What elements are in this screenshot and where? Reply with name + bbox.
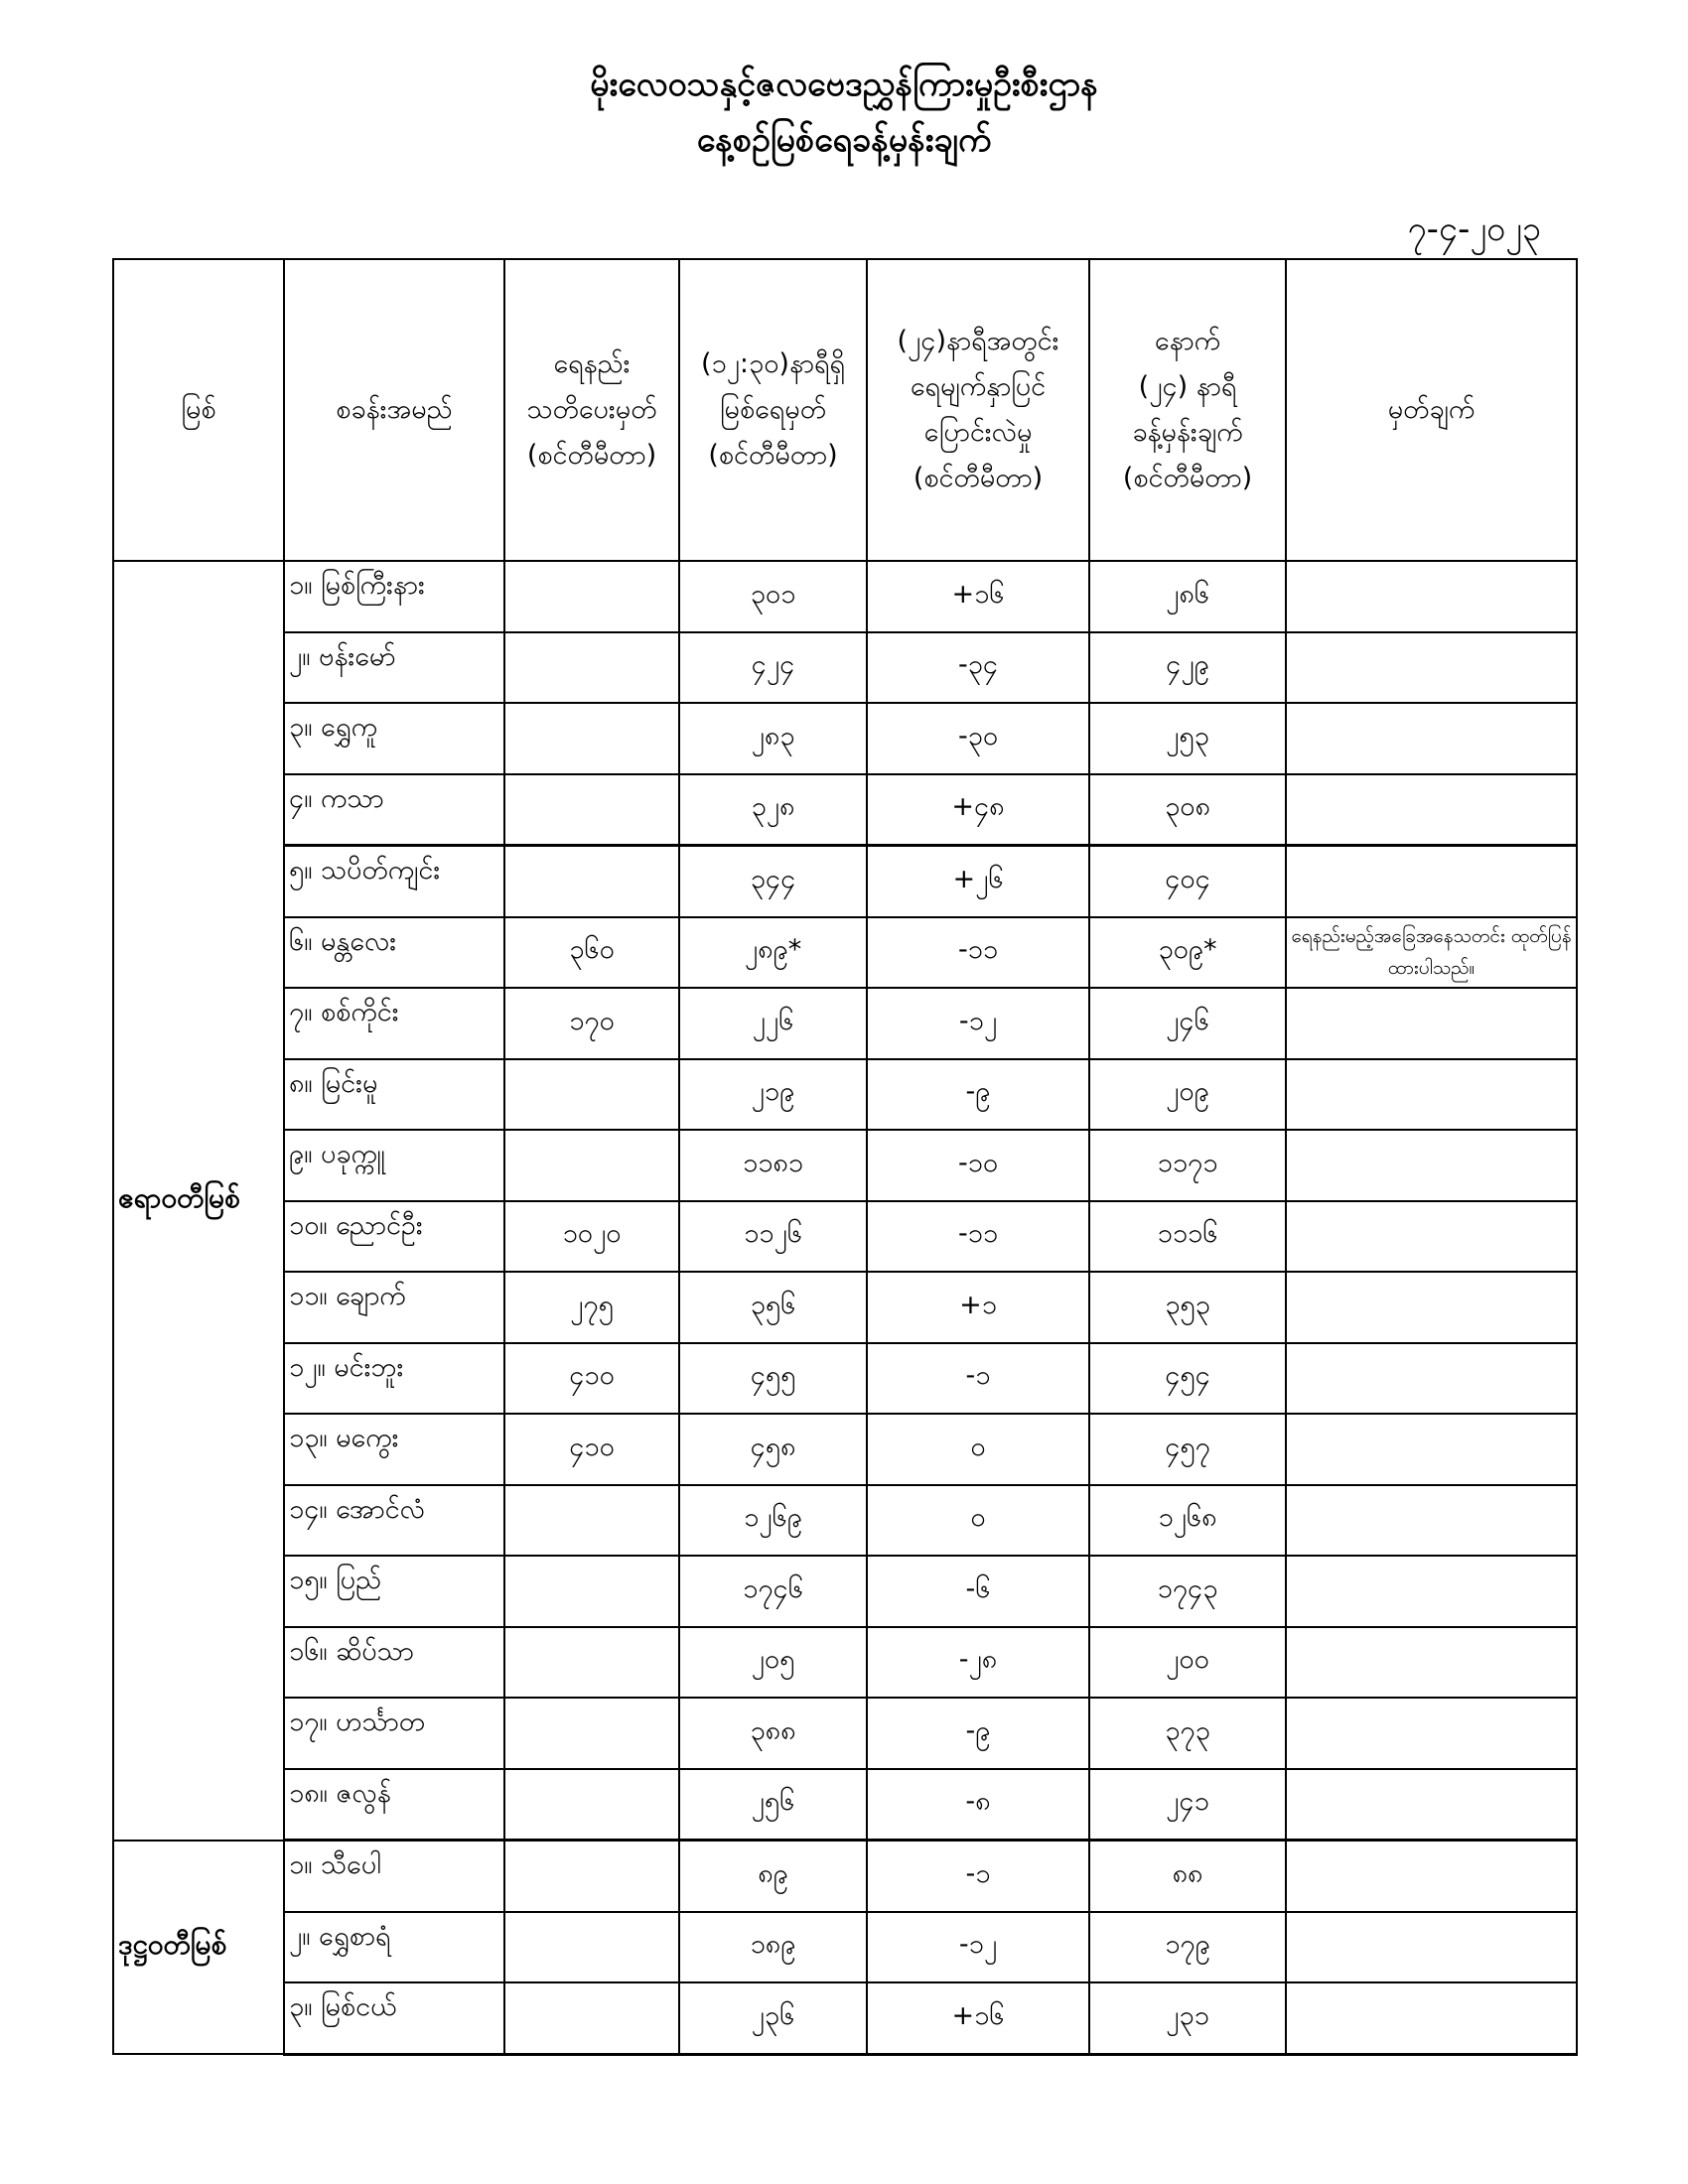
- warning-level-cell: [504, 632, 679, 704]
- forecast-cell: ၈၈: [1089, 1841, 1286, 1912]
- forecast-cell: ၄၂၉: [1089, 632, 1286, 704]
- remark-cell: [1286, 1912, 1577, 1983]
- warning-level-cell: [504, 1627, 679, 1699]
- station-cell: ၁၂။ မင်းဘူး: [284, 1343, 504, 1415]
- forecast-cell: ၂၈၆: [1089, 561, 1286, 632]
- forecast-cell: ၁၂၆၈: [1089, 1485, 1286, 1557]
- water-level-cell: ၂၅၆: [679, 1769, 867, 1841]
- warning-level-cell: [504, 774, 679, 846]
- water-level-cell: ၂၈၃: [679, 703, 867, 774]
- warning-level-cell: [504, 1698, 679, 1769]
- station-cell: ၁၃။ မကွေး: [284, 1414, 504, 1485]
- warning-level-cell: ၂၇၅: [504, 1272, 679, 1343]
- warning-level-cell: [504, 1059, 679, 1131]
- warning-level-cell: [504, 561, 679, 632]
- change-cell: -၃၀: [867, 703, 1089, 774]
- document-subtitle: နေ့စဉ်မြစ်ရေခန့်မှန်းချက်: [696, 120, 992, 160]
- remark-cell: [1286, 632, 1577, 704]
- forecast-cell: ၂၀၀: [1089, 1627, 1286, 1699]
- forecast-cell: ၄၅၇: [1089, 1414, 1286, 1485]
- document-title: မိုးလေဝသနှင့်ဇလဗေဒညွှန်ကြားမှုဦးစီးဌာန: [590, 65, 1098, 104]
- remark-cell: [1286, 1698, 1577, 1769]
- table-row: [113, 1982, 1577, 2054]
- water-level-cell: ၂၈၉*: [679, 917, 867, 989]
- table-row: [113, 1627, 1577, 1699]
- table-row: [113, 1556, 1577, 1627]
- water-level-cell: ၃၅၆: [679, 1272, 867, 1343]
- remark-cell: [1286, 1201, 1577, 1273]
- warning-level-cell: [504, 1769, 679, 1841]
- station-cell: ၁၅။ ပြည်: [284, 1556, 504, 1627]
- table-row: [113, 1343, 1577, 1415]
- water-level-cell: ၃၄၄: [679, 846, 867, 917]
- warning-level-cell: ၁၀၂၀: [504, 1201, 679, 1273]
- forecast-cell: ၂၅၃: [1089, 703, 1286, 774]
- header-row: [113, 259, 1577, 561]
- station-cell: ၂။ ရွှေစာရံ: [284, 1912, 504, 1983]
- table-row: [113, 1201, 1577, 1273]
- station-cell: ၉။ ပခုက္ကူ: [284, 1130, 504, 1201]
- forecast-cell: ၂၄၁: [1089, 1769, 1286, 1841]
- forecast-cell: ၂၀၉: [1089, 1059, 1286, 1131]
- station-cell: ၁။ မြစ်ကြီးနား: [284, 561, 504, 632]
- header-river: မြစ်: [113, 259, 284, 561]
- remark-cell: [1286, 1485, 1577, 1557]
- remark-cell: [1286, 1272, 1577, 1343]
- warning-level-cell: ၃၆၀: [504, 917, 679, 989]
- table-row: [113, 561, 1577, 632]
- forecast-cell: ၄၅၄: [1089, 1343, 1286, 1415]
- water-level-cell: ၁၁၂၆: [679, 1201, 867, 1273]
- station-cell: ၃။ မြစ်ငယ်: [284, 1982, 504, 2054]
- table-row: [113, 846, 1577, 917]
- table-row: [113, 1485, 1577, 1557]
- change-cell: ၀: [867, 1485, 1089, 1557]
- change-cell: +၁၆: [867, 1982, 1089, 2054]
- table-row: [113, 1769, 1577, 1841]
- table-row: [113, 1272, 1577, 1343]
- remark-cell: [1286, 1627, 1577, 1699]
- warning-level-cell: [504, 1982, 679, 2054]
- water-level-cell: ၁၂၆၉: [679, 1485, 867, 1557]
- station-cell: ၆။ မန္တလေး: [284, 917, 504, 989]
- water-level-cell: ၁၇၄၆: [679, 1556, 867, 1627]
- change-cell: -၁၁: [867, 917, 1089, 989]
- remark-cell: [1286, 1769, 1577, 1841]
- warning-level-cell: [504, 1912, 679, 1983]
- station-cell: ၈။ မြင်းမူ: [284, 1059, 504, 1131]
- remark-cell: [1286, 1982, 1577, 2054]
- remark-cell: [1286, 1841, 1577, 1912]
- remark-cell: [1286, 1059, 1577, 1131]
- station-cell: ၁၈။ ဇလွန်: [284, 1769, 504, 1841]
- warning-level-cell: [504, 846, 679, 917]
- forecast-cell: ၁၇၄၃: [1089, 1556, 1286, 1627]
- station-cell: ၃။ ရွှေကူ: [284, 703, 504, 774]
- table-row: [113, 917, 1577, 989]
- forecast-cell: ၁၁၇၁: [1089, 1130, 1286, 1201]
- change-cell: -၁: [867, 1343, 1089, 1415]
- forecast-cell: ၃၇၃: [1089, 1698, 1286, 1769]
- header-water-level: (၁၂:၃၀)နာရီရှိ မြစ်ရေမှတ် (စင်တီမီတာ): [679, 259, 867, 561]
- forecast-cell: ၃၀၉*: [1089, 917, 1286, 989]
- water-level-cell: ၂၃၆: [679, 1982, 867, 2054]
- water-level-cell: ၄၂၄: [679, 632, 867, 704]
- water-level-cell: ၃၈၈: [679, 1698, 867, 1769]
- station-cell: ၇။ စစ်ကိုင်း: [284, 988, 504, 1059]
- warning-level-cell: [504, 1841, 679, 1912]
- table-row: [113, 1414, 1577, 1485]
- change-cell: -၁၂: [867, 1912, 1089, 1983]
- change-cell: -၉: [867, 1698, 1089, 1769]
- river-level-table: [112, 258, 1578, 2056]
- warning-level-cell: ၁၇၀: [504, 988, 679, 1059]
- station-cell: ၁၄။ အောင်လံ: [284, 1485, 504, 1557]
- water-level-cell: ၄၅၈: [679, 1414, 867, 1485]
- water-level-cell: ၈၉: [679, 1841, 867, 1912]
- change-cell: -၁၂: [867, 988, 1089, 1059]
- remark-cell: ရေနည်းမည့်အခြေအနေသတင်း ထုတ်ပြန်ထားပါသည်။: [1286, 917, 1577, 989]
- remark-cell: [1286, 1414, 1577, 1485]
- change-cell: +၄၈: [867, 774, 1089, 846]
- table-row: [113, 632, 1577, 704]
- change-cell: -၁၁: [867, 1201, 1089, 1273]
- change-cell: -၈: [867, 1769, 1089, 1841]
- table-body: [113, 561, 1577, 2054]
- forecast-cell: ၁၇၉: [1089, 1912, 1286, 1983]
- water-level-cell: ၂၂၆: [679, 988, 867, 1059]
- table-row: [113, 1841, 1577, 1912]
- station-cell: ၁၁။ ချောက်: [284, 1272, 504, 1343]
- station-cell: ၁၀။ ညောင်ဦး: [284, 1201, 504, 1273]
- header-forecast: နောက် (၂၄) နာရီ ခန့်မှန်းချက် (စင်တီမီတာ): [1089, 259, 1286, 561]
- forecast-cell: ၄၀၄: [1089, 846, 1286, 917]
- river-name-cell: ဧရာဝတီမြစ်: [113, 561, 284, 1841]
- water-level-cell: ၁၁၈၁: [679, 1130, 867, 1201]
- change-cell: -၂၈: [867, 1627, 1089, 1699]
- water-level-cell: ၃၀၁: [679, 561, 867, 632]
- remark-cell: [1286, 1343, 1577, 1415]
- header-remarks: မှတ်ချက်: [1286, 259, 1577, 561]
- station-cell: ၅။ သပိတ်ကျင်း: [284, 846, 504, 917]
- warning-level-cell: ၄၁၀: [504, 1343, 679, 1415]
- station-cell: ၄။ ကသာ: [284, 774, 504, 846]
- table-row: [113, 1912, 1577, 1983]
- table-row: [113, 1698, 1577, 1769]
- remark-cell: [1286, 774, 1577, 846]
- table-row: [113, 988, 1577, 1059]
- water-level-cell: ၄၅၅: [679, 1343, 867, 1415]
- document-date: ၇-၄-၂၀၂၃: [1407, 209, 1541, 249]
- change-cell: -၁: [867, 1841, 1089, 1912]
- water-level-cell: ၂၁၉: [679, 1059, 867, 1131]
- forecast-cell: ၁၁၁၆: [1089, 1201, 1286, 1273]
- warning-level-cell: [504, 1556, 679, 1627]
- remark-cell: [1286, 988, 1577, 1059]
- change-cell: -၆: [867, 1556, 1089, 1627]
- remark-cell: [1286, 703, 1577, 774]
- change-cell: -၃၄: [867, 632, 1089, 704]
- river-name-cell: ဒုဋ္ဌဝတီမြစ်: [113, 1841, 284, 2055]
- header-warning-level: ရေနည်း သတိပေးမှတ် (စင်တီမီတာ): [504, 259, 679, 561]
- change-cell: -၉: [867, 1059, 1089, 1131]
- table-row: [113, 1059, 1577, 1131]
- table-row: [113, 703, 1577, 774]
- water-level-cell: ၁၈၉: [679, 1912, 867, 1983]
- table-row: [113, 774, 1577, 846]
- remark-cell: [1286, 1130, 1577, 1201]
- remark-cell: [1286, 561, 1577, 632]
- table-row: [113, 1130, 1577, 1201]
- remark-cell: [1286, 1556, 1577, 1627]
- station-cell: ၁၆။ ဆိပ်သာ: [284, 1627, 504, 1699]
- change-cell: +၁: [867, 1272, 1089, 1343]
- warning-level-cell: [504, 703, 679, 774]
- forecast-cell: ၂၄၆: [1089, 988, 1286, 1059]
- forecast-cell: ၃၅၃: [1089, 1272, 1286, 1343]
- change-cell: +၁၆: [867, 561, 1089, 632]
- change-cell: +၂၆: [867, 846, 1089, 917]
- change-cell: ၀: [867, 1414, 1089, 1485]
- forecast-cell: ၃၀၈: [1089, 774, 1286, 846]
- station-cell: ၁။ သီပေါ: [284, 1841, 504, 1912]
- remark-cell: [1286, 846, 1577, 917]
- forecast-cell: ၂၃၁: [1089, 1982, 1286, 2054]
- warning-level-cell: ၄၁၀: [504, 1414, 679, 1485]
- warning-level-cell: [504, 1130, 679, 1201]
- change-cell: -၁၀: [867, 1130, 1089, 1201]
- header-24h-change: (၂၄)နာရီအတွင်း ရေမျက်နှာပြင် ပြောင်းလဲမှု (စင်တီမီတာ): [867, 259, 1089, 561]
- water-level-cell: ၂၀၅: [679, 1627, 867, 1699]
- warning-level-cell: [504, 1485, 679, 1557]
- header-station: စခန်းအမည်: [284, 259, 504, 561]
- station-cell: ၂။ ဗန်းမော်: [284, 632, 504, 704]
- station-cell: ၁၇။ ဟင်္သာတ: [284, 1698, 504, 1769]
- water-level-cell: ၃၂၈: [679, 774, 867, 846]
